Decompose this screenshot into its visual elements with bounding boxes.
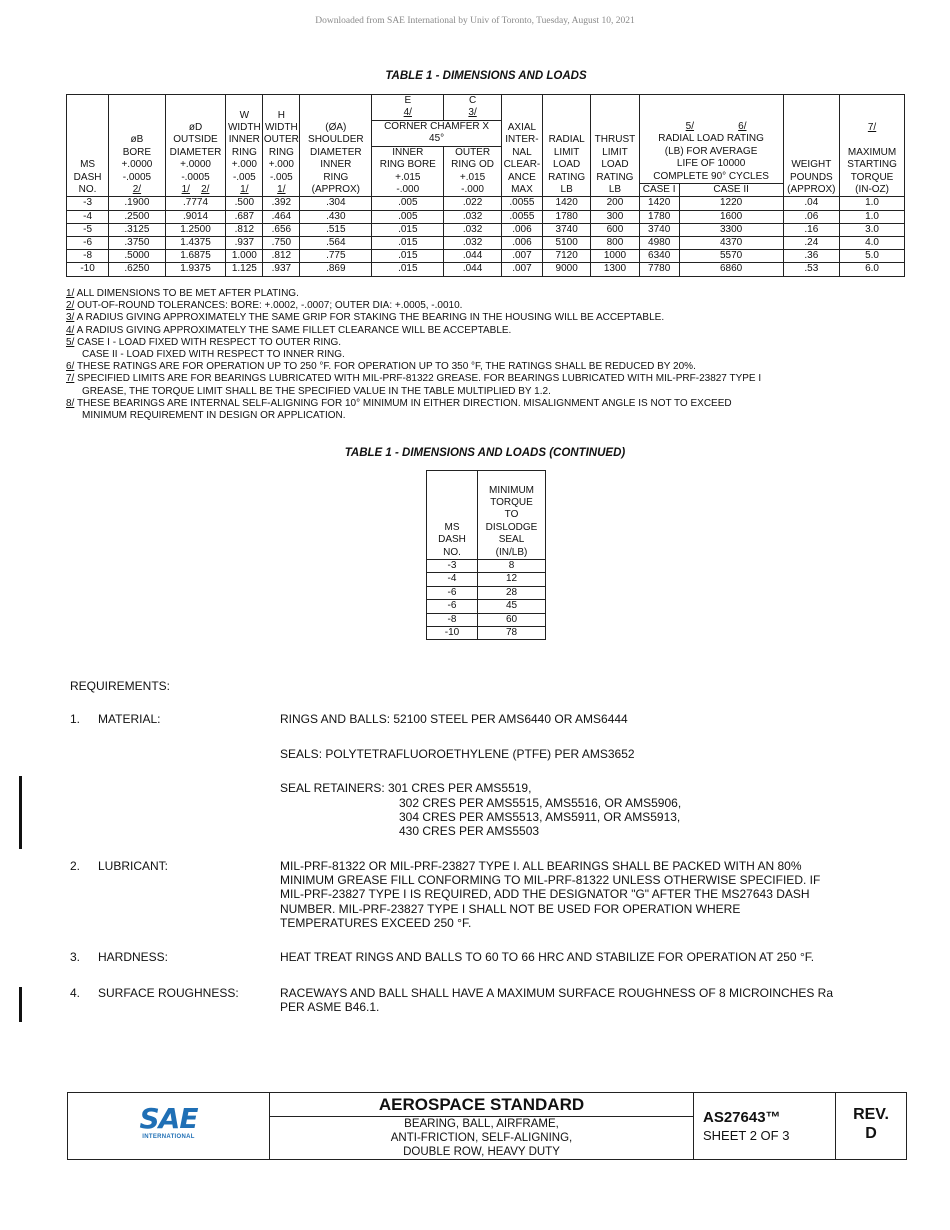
table-cell: 78 <box>478 627 546 640</box>
table-cell: .3125 <box>109 223 166 236</box>
table-cell: 12 <box>478 573 546 586</box>
table-cell: -10 <box>67 263 109 276</box>
table-cell: .5000 <box>109 250 166 263</box>
requirement-text: MIL-PRF-23827 TYPE I IS REQUIRED, ADD THE DESIGNATOR "G" AFTER THE MS27643 DASH <box>280 887 810 902</box>
requirement-label: HARDNESS: <box>98 950 169 964</box>
header-line: (APPROX) <box>311 184 360 196</box>
table-cell: 9000 <box>542 263 590 276</box>
header-line: -.0005 <box>122 171 152 183</box>
header-line: INTER- <box>505 134 539 146</box>
requirement-text: 302 CRES PER AMS5515, AMS5516, OR AMS5906, <box>399 796 682 810</box>
requirement-text: RACEWAYS AND BALL SHALL HAVE A MAXIMUM SURFACE ROUGHNESS OF 8 MICROINCHES Ra <box>280 986 834 1000</box>
header-thrust <box>591 95 639 197</box>
table-cell: 1.9375 <box>165 263 226 276</box>
table-row <box>67 223 905 236</box>
note-line: 3/ A RADIUS GIVING APPROXIMATELY THE SAME GRIP FOR STAKING THE BEARING IN THE HOUSING WILL BE ACCEPTABLE. <box>66 312 665 324</box>
requirement-label: SURFACE ROUGHNESS: <box>98 986 239 1000</box>
header-axial <box>501 95 542 197</box>
header-line: MAX <box>511 184 533 196</box>
table-cell: 4980 <box>639 237 679 250</box>
table-cell: 1420 <box>542 197 590 210</box>
header-line: LB <box>608 184 622 196</box>
table-cell: .005 <box>372 197 444 210</box>
table-cell: .015 <box>372 223 444 236</box>
table-cell: 5100 <box>542 237 590 250</box>
header-line: OUTER <box>263 134 299 146</box>
table-row <box>427 613 546 626</box>
header-line: MS <box>444 521 460 533</box>
header-w <box>226 95 263 197</box>
header-line: +.0000 <box>180 159 211 171</box>
header-line: BORE <box>122 146 152 158</box>
header-line: -.005 <box>232 171 256 183</box>
table-cell: 45 <box>478 600 546 613</box>
header-line: RING <box>323 171 349 183</box>
requirement-text: 304 CRES PER AMS5513, AMS5911, OR AMS5913, <box>399 810 681 824</box>
header-line: DISLODGE <box>485 521 538 533</box>
table-cell: .044 <box>444 250 502 263</box>
table-cell: .6250 <box>109 263 166 276</box>
header-line: RING OD <box>451 159 494 171</box>
header-line: DASH <box>438 534 466 546</box>
rating-line: (LB) FOR AVERAGE <box>664 145 758 157</box>
header-line: MS <box>80 159 96 171</box>
table-cell: 4.0 <box>840 237 905 250</box>
table-cell: -6 <box>427 586 478 599</box>
header-line: RING <box>231 146 257 158</box>
table-cell: 600 <box>591 223 639 236</box>
standard-title: AEROSPACE STANDARD <box>378 1095 585 1114</box>
header-line: (APPROX) <box>787 184 836 196</box>
table-cell: .1900 <box>109 197 166 210</box>
table-cell: -8 <box>67 250 109 263</box>
header-line: LOAD <box>601 159 629 171</box>
header-line: 2/ <box>132 184 142 196</box>
header-line: W <box>239 109 250 121</box>
table-cell: 1.0 <box>840 197 905 210</box>
header-h <box>263 95 300 197</box>
table-cell: .3750 <box>109 237 166 250</box>
header-line: INNER <box>228 134 260 146</box>
table-cell: -4 <box>67 210 109 223</box>
table-cell: 1.0 <box>840 210 905 223</box>
requirements-heading: REQUIREMENTS: <box>70 679 171 693</box>
note-line: GREASE, THE TORQUE LIMIT SHALL BE THE SPECIFIED VALUE IN THE TABLE MULTIPLIED BY 1.2. <box>82 385 551 397</box>
header-line: POUNDS <box>789 171 833 183</box>
header-line: +.015 <box>459 171 486 183</box>
table-cell: 6.0 <box>840 263 905 276</box>
table-row <box>67 197 905 210</box>
table-cell: .7774 <box>165 197 226 210</box>
table-cell: 1.000 <box>226 250 263 263</box>
header-e-ref: 4/ <box>372 107 444 120</box>
requirement-text: MINIMUM GREASE FILL CONFORMING TO MIL-PRF-81322 UNLESS OTHERWISE SPECIFIED. IF <box>280 873 821 888</box>
table-cell: .005 <box>372 210 444 223</box>
table-cell: -8 <box>427 613 478 626</box>
requirement-text: SEAL RETAINERS: 301 CRES PER AMS5519, <box>280 781 532 795</box>
header-line: NO. <box>78 184 97 196</box>
seal-torque-table <box>426 470 546 640</box>
header-outer-od <box>444 146 502 197</box>
table-cell: 5.0 <box>840 250 905 263</box>
header-line: +.0000 <box>121 159 153 171</box>
header-line: THRUST <box>594 134 636 146</box>
table-cell: .500 <box>226 197 263 210</box>
table-cell: .032 <box>444 223 502 236</box>
table-cell: 1220 <box>679 197 783 210</box>
table-cell: 3300 <box>679 223 783 236</box>
note-line: CASE II - LOAD FIXED WITH RESPECT TO INNER RING. <box>82 349 345 361</box>
header-line: 1/ 2/ <box>181 184 210 196</box>
table-cell: -5 <box>67 223 109 236</box>
table-cell: 1420 <box>639 197 679 210</box>
header-line: WIDTH <box>264 122 298 133</box>
requirement-number: 1. <box>70 712 81 726</box>
note-line: 5/ CASE I - LOAD FIXED WITH RESPECT TO OUTER RING. <box>66 336 342 348</box>
header-case2: CASE II <box>679 183 783 196</box>
header-line: 1/ <box>277 184 286 196</box>
revision: REV. D <box>853 1106 889 1142</box>
table-cell: .24 <box>783 237 840 250</box>
header-line: RATING <box>596 171 634 183</box>
rating-line: COMPLETE 90° CYCLES <box>653 170 769 182</box>
note-line: 2/ OUT-OF-ROUND TOLERANCES: BORE: +.0002, -.0007; OUTER DIA: +.0005, -.0010. <box>66 300 463 312</box>
header-line: INNER <box>392 146 424 158</box>
requirement-text: RINGS AND BALLS: 52100 STEEL PER AMS6440 OR AMS6444 <box>280 712 628 726</box>
table-cell: -6 <box>427 600 478 613</box>
table-cell: .04 <box>783 197 840 210</box>
requirement-text: PER ASME B46.1. <box>280 1000 380 1015</box>
table-cell: .007 <box>501 250 542 263</box>
header-c: C <box>444 95 502 108</box>
table-cell: 5570 <box>679 250 783 263</box>
table-cell: .032 <box>444 210 502 223</box>
header-line: SHOULDER <box>308 134 364 146</box>
table-cell: .750 <box>263 237 300 250</box>
table-cell: .564 <box>300 237 372 250</box>
rating-line: RADIAL LOAD RATING <box>658 133 764 145</box>
table-cell: 1600 <box>679 210 783 223</box>
dimensions-table <box>66 94 905 277</box>
table-cell: 800 <box>591 237 639 250</box>
header-line: +.000 <box>231 159 257 171</box>
header-line: (IN-OZ) <box>855 184 889 196</box>
header-line: AXIAL <box>507 122 537 133</box>
header-line: øD <box>188 122 203 133</box>
header-line: NO. <box>443 546 461 558</box>
notes <box>66 288 761 422</box>
header-shoulder <box>300 95 372 197</box>
table-cell: .36 <box>783 250 840 263</box>
table-cell: .775 <box>300 250 372 263</box>
table-cell: .006 <box>501 223 542 236</box>
note-line: 6/ THESE RATINGS ARE FOR OPERATION UP TO 250 °F. FOR OPERATION UP TO 350 °F, THE RATINGS SHALL BE REDUCED BY 20%. <box>66 361 696 373</box>
t2-header-ms <box>427 471 478 560</box>
header-c-ref: 3/ <box>444 107 502 120</box>
header-line: -.000 <box>396 184 420 196</box>
sae-logo: SAE INTERNATIONAL <box>139 1102 198 1140</box>
requirement-text: MIL-PRF-81322 OR MIL-PRF-23827 TYPE I. ALL BEARINGS SHALL BE PACKED WITH AN 80% <box>280 859 802 873</box>
table-cell: 1.4375 <box>165 237 226 250</box>
table-cell: 1.2500 <box>165 223 226 236</box>
table-row <box>427 586 546 599</box>
header-radial-rating <box>639 95 783 184</box>
table-cell: .53 <box>783 263 840 276</box>
header-line: NAL <box>512 146 532 158</box>
header-line: LB <box>560 184 573 196</box>
table-cell: .16 <box>783 223 840 236</box>
header-line: (ØA) <box>325 122 347 133</box>
requirement-text: NUMBER. MIL-PRF-23827 TYPE I SHALL NOT BE USED FOR OPERATION WHERE <box>280 901 741 916</box>
header-line: -.000 <box>461 184 484 196</box>
table-cell: .006 <box>501 237 542 250</box>
table-cell: -3 <box>427 560 478 573</box>
table-cell: .869 <box>300 263 372 276</box>
table-cell: .007 <box>501 263 542 276</box>
table-cell: 3.0 <box>840 223 905 236</box>
header-bore <box>109 95 166 197</box>
table-cell: .2500 <box>109 210 166 223</box>
header-torque <box>840 95 905 197</box>
document-description: BEARING, BALL, AIRFRAME, ANTI-FRICTION, SELF-ALIGNING, DOUBLE ROW, HEAVY DUTY <box>390 1118 573 1158</box>
table-cell: -4 <box>427 573 478 586</box>
change-bar <box>19 776 22 849</box>
header-line: LIMIT <box>553 146 580 158</box>
table-cell: .0055 <box>501 197 542 210</box>
table-row <box>67 250 905 263</box>
header-inner-bore <box>372 146 444 197</box>
table-cell: 1000 <box>591 250 639 263</box>
change-bar <box>19 987 22 1022</box>
header-line: DIAMETER <box>169 146 222 158</box>
header-line: MINIMUM <box>489 484 534 496</box>
header-line: WIDTH <box>227 122 261 133</box>
header-line: H <box>277 109 285 121</box>
header-line: MAXIMUM <box>847 146 897 158</box>
table-cell: -3 <box>67 197 109 210</box>
table-cell: 7120 <box>542 250 590 263</box>
table-cell: 60 <box>478 613 546 626</box>
table-cell: .656 <box>263 223 300 236</box>
table-cell: 7780 <box>639 263 679 276</box>
table-cell: .812 <box>226 223 263 236</box>
table-cell: .687 <box>226 210 263 223</box>
header-line: RING BORE <box>379 159 436 171</box>
header-line: (IN/LB) <box>495 546 528 558</box>
requirement-number: 4. <box>70 986 81 1000</box>
table-cell: 3740 <box>639 223 679 236</box>
sheet-number: SHEET 2 OF 3 <box>703 1128 790 1143</box>
header-chamfer: CORNER CHAMFER X 45° <box>372 120 502 146</box>
table-cell: 28 <box>478 586 546 599</box>
header-od <box>165 95 226 197</box>
table-cell: 8 <box>478 560 546 573</box>
table-row <box>67 237 905 250</box>
table-cell: 6340 <box>639 250 679 263</box>
table-cell: .015 <box>372 250 444 263</box>
requirement-text: SEALS: POLYTETRAFLUOROETHYLENE (PTFE) PER AMS3652 <box>280 747 635 761</box>
note-line: 8/ THESE BEARINGS ARE INTERNAL SELF-ALIGNING FOR 10° MINIMUM IN EITHER DIRECTION. MISALIGNMENT ANGLE IS NOT TO EXCEED <box>66 397 732 409</box>
table-cell: 300 <box>591 210 639 223</box>
header-case1: CASE I <box>639 183 679 196</box>
rating-line: LIFE OF 10000 <box>676 158 746 170</box>
table-row <box>67 263 905 276</box>
header-ms-dash <box>67 95 109 197</box>
requirement-number: 2. <box>70 859 81 873</box>
header-line: TO <box>504 509 519 521</box>
header-line: ANCE <box>508 171 536 183</box>
table-cell: -6 <box>67 237 109 250</box>
table-cell: .044 <box>444 263 502 276</box>
table-cell: .937 <box>263 263 300 276</box>
requirement-number: 3. <box>70 950 81 964</box>
header-line: RATING <box>548 171 586 183</box>
table-cell: 1.6875 <box>165 250 226 263</box>
table-cell: .0055 <box>501 210 542 223</box>
header-line: DIAMETER <box>309 146 362 158</box>
table-cell: .812 <box>263 250 300 263</box>
header-radial <box>542 95 590 197</box>
table-cell: .06 <box>783 210 840 223</box>
header-line: -.005 <box>269 171 293 183</box>
table-cell: .430 <box>300 210 372 223</box>
note-ref-5: 5/ <box>685 120 695 132</box>
header-line: WEIGHT <box>791 159 832 171</box>
table-cell: .937 <box>226 237 263 250</box>
download-notice: Downloaded from SAE International by Univ of Toronto, Tuesday, August 10, 2021 <box>315 16 635 26</box>
header-line: +.000 <box>268 159 294 171</box>
header-line: CLEAR- <box>503 159 541 171</box>
table-cell: 1300 <box>591 263 639 276</box>
table-cell: 1.125 <box>226 263 263 276</box>
table-row <box>427 627 546 640</box>
header-line: -.0005 <box>181 171 210 183</box>
table-row <box>427 573 546 586</box>
table-cell: -10 <box>427 627 478 640</box>
table-row <box>427 560 546 573</box>
note-line: 7/ SPECIFIED LIMITS ARE FOR BEARINGS LUBRICATED WITH MIL-PRF-81322 GREASE. FOR BEARINGS LUBRICATED WITH MIL-PRF-23827 TYPE I <box>66 373 762 385</box>
table-cell: .304 <box>300 197 372 210</box>
header-line: TORQUE <box>490 496 533 508</box>
title-block <box>67 1092 907 1160</box>
header-line: LOAD <box>553 159 581 171</box>
note-ref-7: 7/ <box>867 122 877 134</box>
table-cell: .392 <box>263 197 300 210</box>
table-row <box>67 210 905 223</box>
note-line: 4/ A RADIUS GIVING APPROXIMATELY THE SAME FILLET CLEARANCE WILL BE ACCEPTABLE. <box>66 324 512 336</box>
table-cell: 1780 <box>542 210 590 223</box>
table1-title: TABLE 1 - DIMENSIONS AND LOADS <box>385 70 587 82</box>
table-cell: 200 <box>591 197 639 210</box>
table-cell: 6860 <box>679 263 783 276</box>
table-cell: 3740 <box>542 223 590 236</box>
table-cell: .015 <box>372 237 444 250</box>
note-line: MINIMUM REQUIREMENT IN DESIGN OR APPLICATION. <box>82 410 346 422</box>
header-weight <box>783 95 840 197</box>
table-cell: .515 <box>300 223 372 236</box>
table-cell: .464 <box>263 210 300 223</box>
table-cell: 1780 <box>639 210 679 223</box>
table-cell: .9014 <box>165 210 226 223</box>
requirement-text: HEAT TREAT RINGS AND BALLS TO 60 TO 66 HRC AND STABILIZE FOR OPERATION AT 250 °F. <box>280 950 815 964</box>
note-line: 1/ ALL DIMENSIONS TO BE MET AFTER PLATING. <box>66 288 299 299</box>
table-cell: .022 <box>444 197 502 210</box>
table-cell: 4370 <box>679 237 783 250</box>
table-cell: .015 <box>372 263 444 276</box>
header-line: SEAL <box>498 534 525 546</box>
header-line: +.015 <box>395 171 421 183</box>
requirement-text: TEMPERATURES EXCEED 250 °F. <box>280 915 472 930</box>
document-number: AS27643™ <box>703 1109 781 1126</box>
header-line: RING <box>268 146 294 158</box>
header-line: OUTSIDE <box>173 134 218 146</box>
table2-title: TABLE 1 - DIMENSIONS AND LOADS (CONTINUED) <box>344 447 626 459</box>
requirement-label: MATERIAL: <box>98 712 161 726</box>
requirement-label: LUBRICANT: <box>98 859 169 873</box>
header-line: OUTER <box>455 146 491 158</box>
t2-header-torque <box>478 471 546 560</box>
table-cell: .032 <box>444 237 502 250</box>
header-line: INNER <box>320 159 352 171</box>
header-line: RADIAL <box>548 134 585 146</box>
table-row <box>427 600 546 613</box>
header-line: TORQUE <box>850 171 894 183</box>
header-line: STARTING <box>847 159 897 171</box>
header-line: DASH <box>73 171 102 183</box>
header-e: E <box>372 95 444 108</box>
header-line: øB <box>130 134 144 146</box>
header-line: 1/ <box>240 184 249 196</box>
note-ref-6: 6/ <box>738 120 747 132</box>
header-line: LIMIT <box>602 146 628 158</box>
requirement-text: 430 CRES PER AMS5503 <box>399 824 540 838</box>
